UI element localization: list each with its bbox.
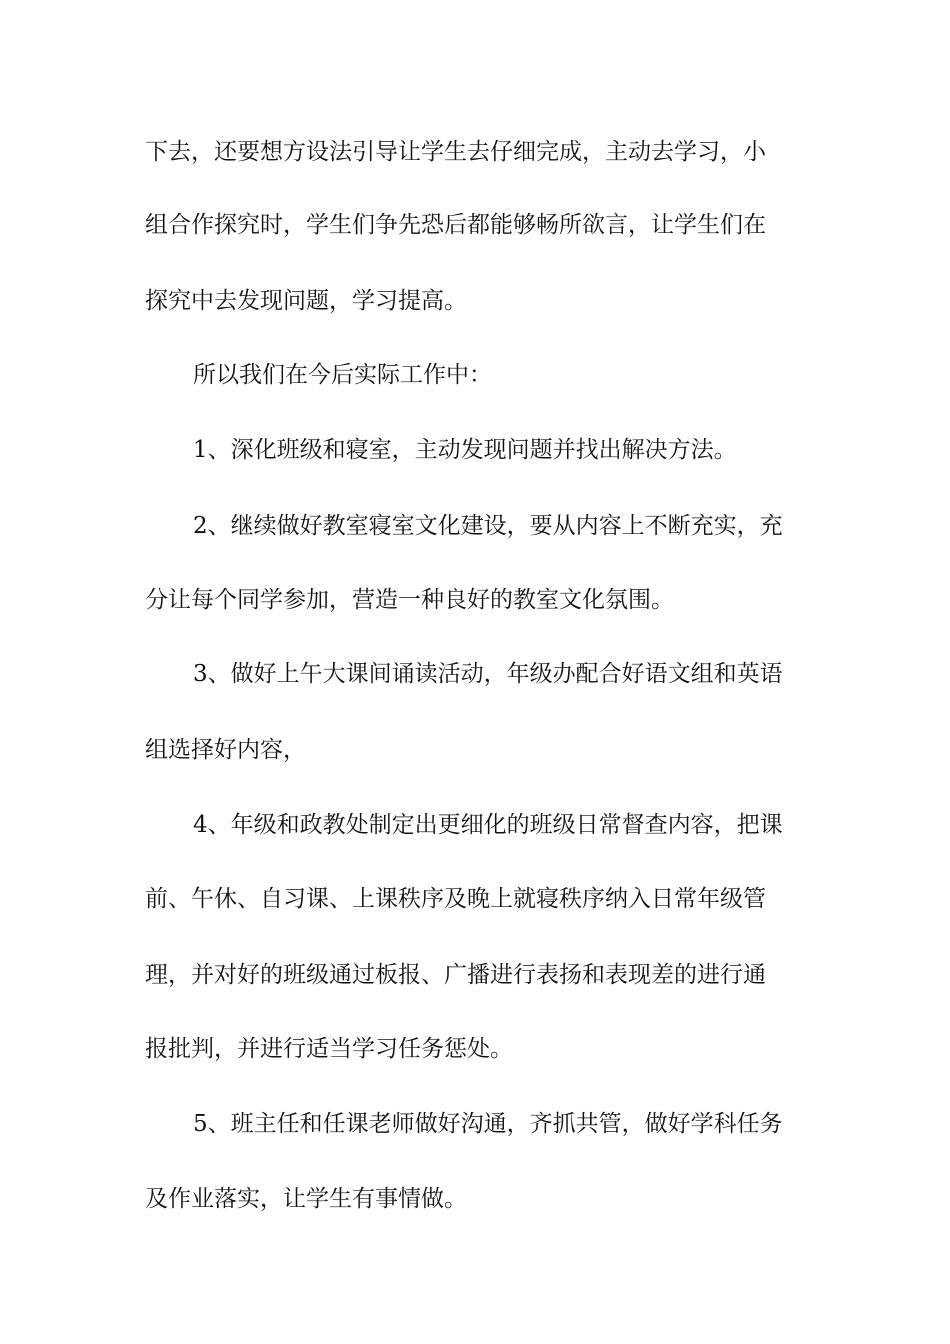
text-line: 组合作探究时，学生们争先恐后都能够畅所欲言，让学生们在 (145, 212, 766, 238)
text-line: 分让每个同学参加，营造一种良好的教室文化氛围。 (145, 587, 674, 613)
list-item-5: 5、班主任和任课老师做好沟通，齐抓共管，做好学科任务 (193, 1111, 783, 1137)
paragraph-intro: 所以我们在今后实际工作中： (193, 362, 492, 388)
text-line: 报批判，并进行适当学习任务惩处。 (145, 1036, 513, 1062)
list-item-4: 4、年级和政教处制定出更细化的班级日常督查内容，把课 (193, 812, 783, 838)
text-line: 理，并对好的班级通过板报、广播进行表扬和表现差的进行通 (145, 962, 766, 988)
text-line: 组选择好内容， (145, 737, 306, 763)
list-item-2: 2、继续做好教室寝室文化建设，要从内容上不断充实，充 (193, 513, 783, 539)
text-line: 及作业落实，让学生有事情做。 (145, 1186, 467, 1212)
text-line: 前、午休、自习课、上课秩序及晚上就寝秩序纳入日常年级管 (145, 886, 766, 912)
text-line: 下去，还要想方设法引导让学生去仔细完成，主动去学习，小 (145, 139, 766, 165)
text-line: 探究中去发现问题，学习提高。 (145, 288, 467, 314)
list-item-1: 1、深化班级和寝室，主动发现问题并找出解决方法。 (193, 437, 737, 463)
list-item-3: 3、做好上午大课间诵读活动，年级办配合好语文组和英语 (193, 661, 783, 687)
